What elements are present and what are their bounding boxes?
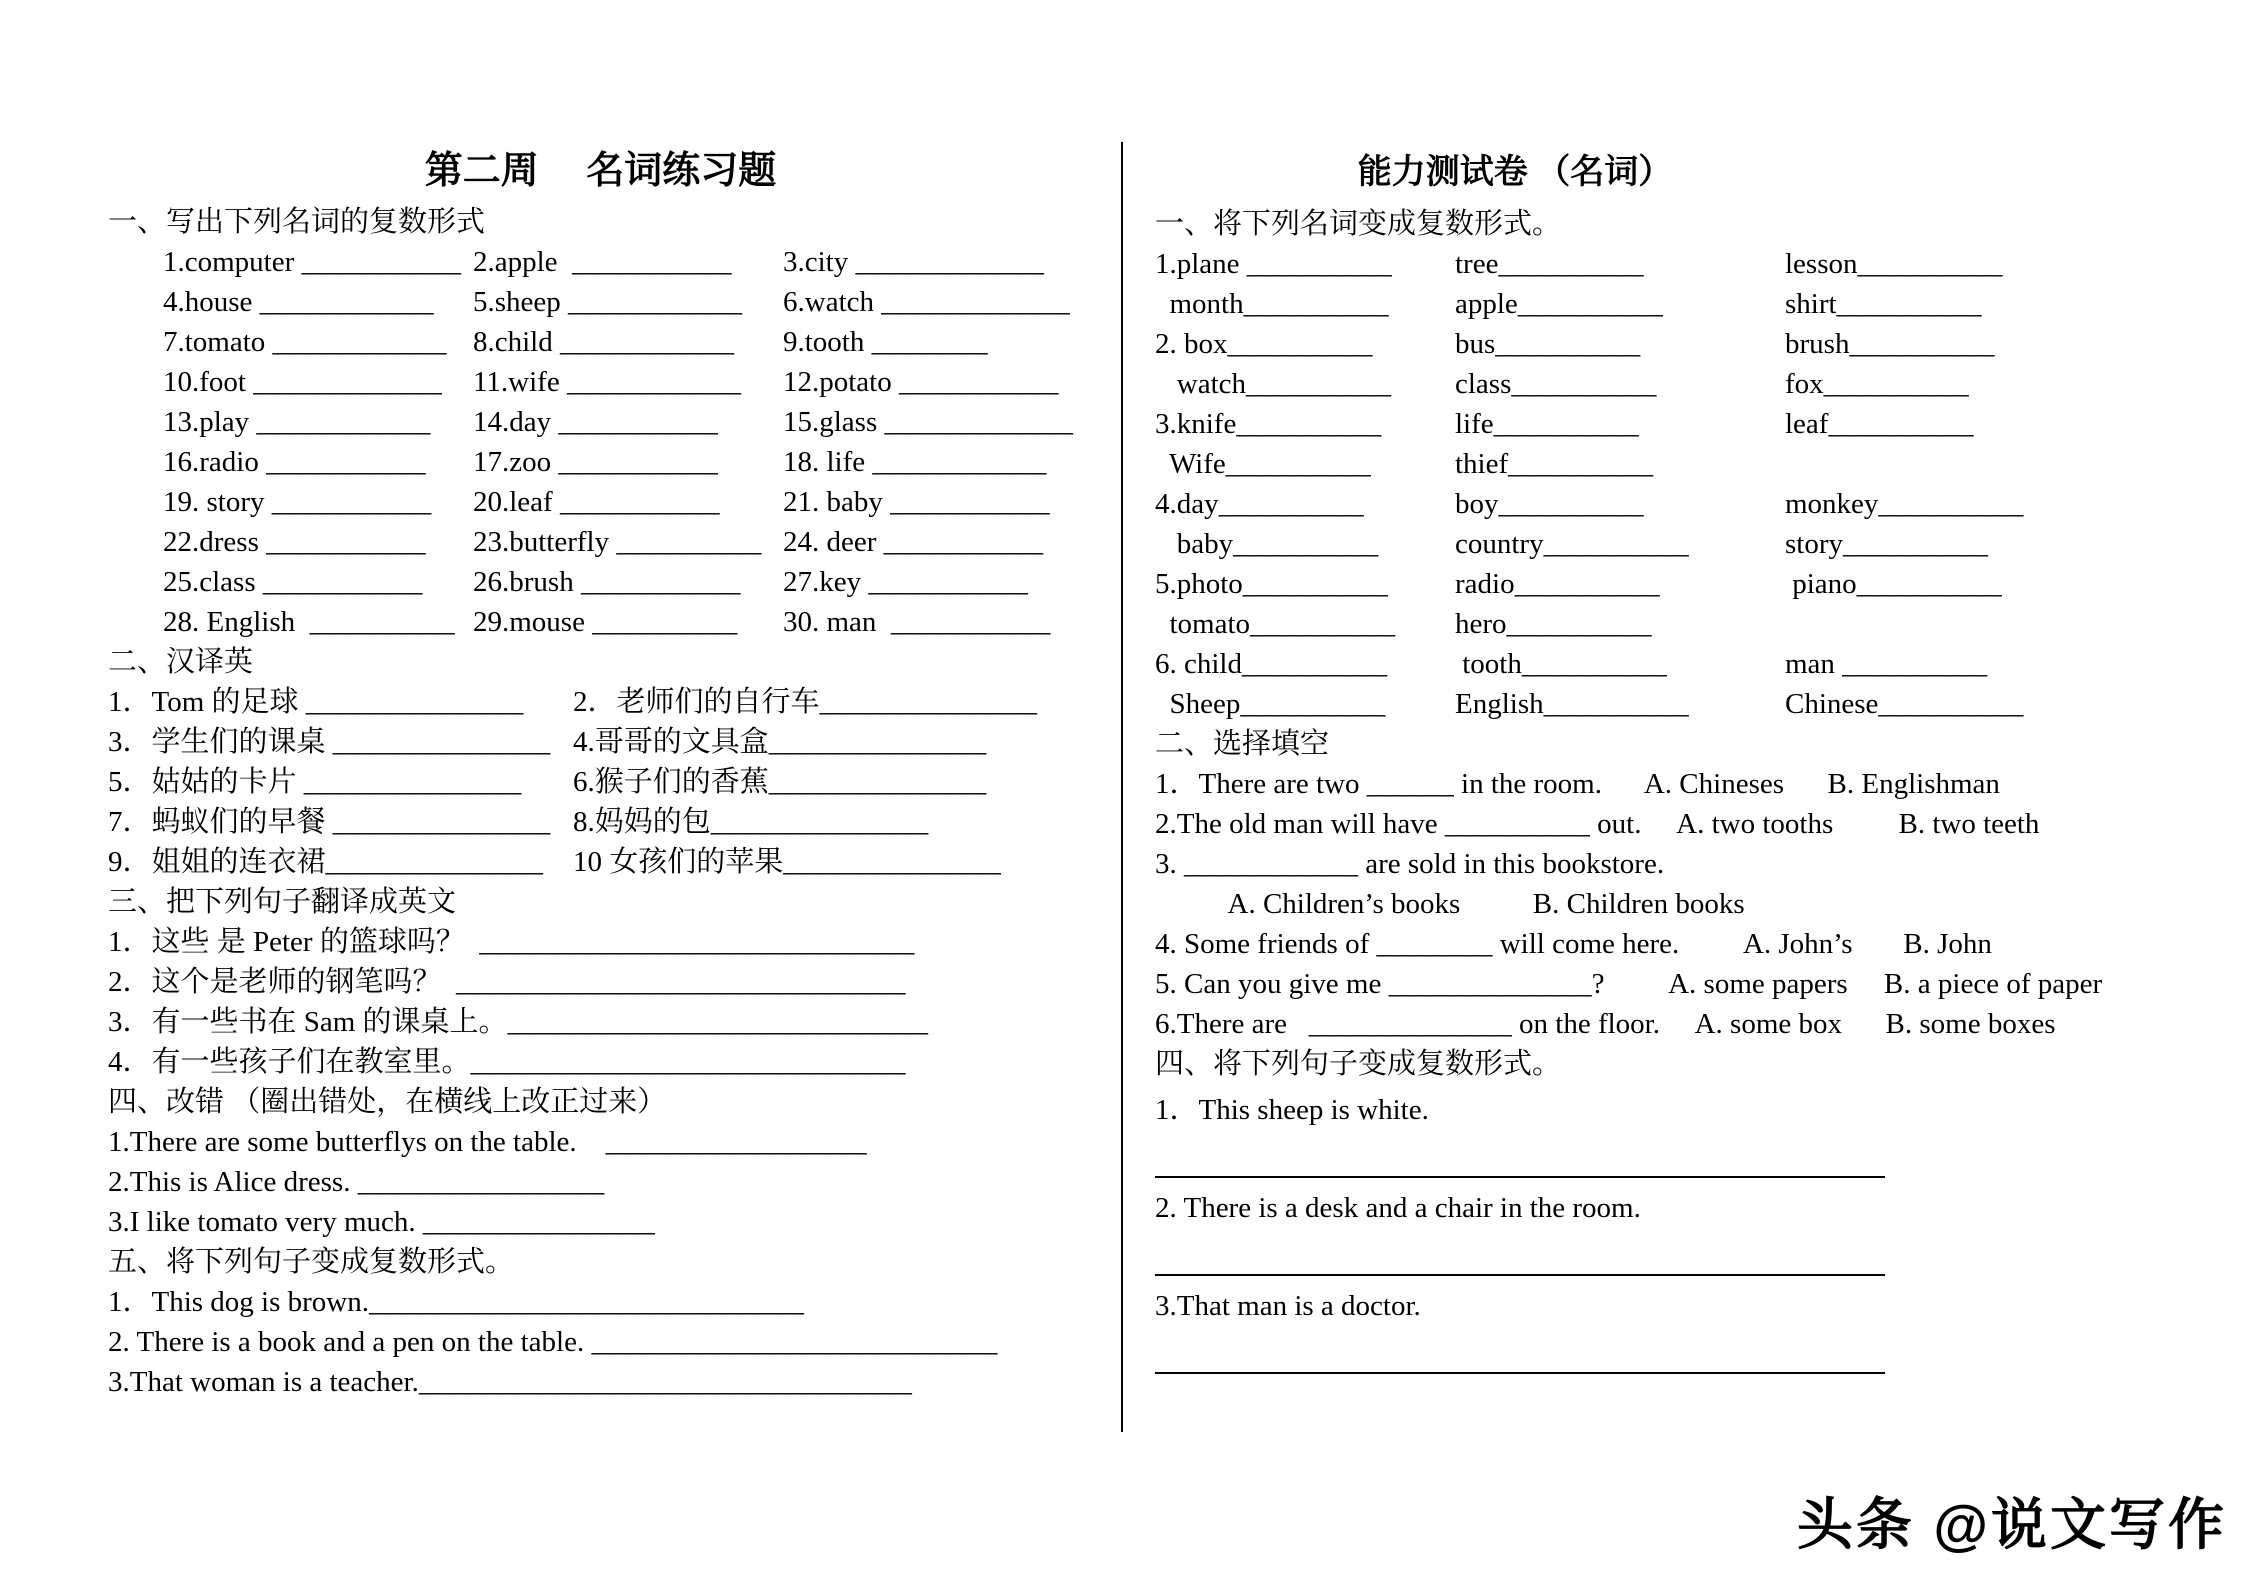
- exercise-item: 6. child__________: [1155, 648, 1387, 680]
- exercise-item: 22.dress ___________: [163, 526, 426, 558]
- exercise-item: 23.butterfly __________: [473, 526, 762, 558]
- exercise-row: [163, 482, 1093, 522]
- exercise-item: monkey__________: [1785, 488, 2024, 520]
- exercise-item: 20.leaf ___________: [473, 486, 720, 518]
- exercise-item: lesson__________: [1785, 248, 2003, 280]
- exercise-item: English__________: [1455, 688, 1689, 720]
- exercise-item: 13.play ____________: [163, 406, 431, 438]
- column-divider-line: [1121, 142, 1123, 1432]
- exercise-item: country__________: [1455, 528, 1689, 560]
- exercise-item: 25.class ___________: [163, 566, 423, 598]
- exercise-item: [1785, 444, 2165, 484]
- exercise-item: 1.plane __________: [1155, 248, 1392, 280]
- exercise-row: [1155, 564, 2165, 604]
- exercise-line: 4. Some friends of ________ will come here. A. John’s B. John: [1155, 928, 1992, 960]
- exercise-item: 2.apple ___________: [473, 246, 732, 278]
- exercise-item: piano__________: [1785, 568, 2002, 600]
- left-section1-rows: [108, 242, 1093, 642]
- exercise-line: A. Children’s books B. Children books: [1155, 888, 1745, 920]
- exercise-item: 6.watch _____________: [783, 286, 1070, 318]
- exercise-row: [1155, 324, 2165, 364]
- exercise-item: 2. box__________: [1155, 328, 1373, 360]
- exercise-item: 1.computer ___________: [163, 246, 462, 278]
- exercise-item: fox__________: [1785, 368, 1969, 400]
- exercise-item: tooth__________: [1455, 648, 1667, 680]
- exercise-row: [1155, 284, 2165, 324]
- left-page-title: 第二周 名词练习题: [424, 150, 777, 192]
- exercise-row: [1155, 484, 2165, 524]
- exercise-row: [1155, 644, 2165, 684]
- exercise-row: [108, 682, 1093, 722]
- exercise-line: 1．There are two ______ in the room. A. Chineses B. Englishman: [1155, 768, 2000, 800]
- exercise-item: 21. baby ___________: [783, 486, 1050, 518]
- right-section1-rows: [1155, 244, 2165, 724]
- exercise-row: [163, 362, 1093, 402]
- exercise-item: 5．姑姑的卡片 _______________: [108, 766, 522, 798]
- exercise-sentence: 3.That man is a doctor.: [1155, 1290, 1421, 1322]
- exercise-row: [163, 442, 1093, 482]
- exercise-item: Sheep__________: [1155, 688, 1386, 720]
- left-column: [108, 148, 1093, 1402]
- watermark-text: 头条 @说文写作: [1796, 1493, 2227, 1556]
- exercise-item: 11.wife ____________: [473, 366, 741, 398]
- exercise-item: apple__________: [1455, 288, 1663, 320]
- right-section1-heading: 一、将下列名词变成复数形式。: [1155, 208, 1562, 240]
- exercise-item: tree__________: [1455, 248, 1644, 280]
- left-section5-heading: 五、将下列句子变成复数形式。: [108, 1246, 515, 1278]
- exercise-item: 28. English __________: [163, 606, 455, 638]
- exercise-item: baby__________: [1155, 528, 1379, 560]
- exercise-item: story__________: [1785, 528, 1988, 560]
- exercise-row: [108, 762, 1093, 802]
- exercise-row: [163, 602, 1093, 642]
- exercise-item: 3.city _____________: [783, 246, 1044, 278]
- exercise-row: [163, 522, 1093, 562]
- exercise-item: 15.glass _____________: [783, 406, 1073, 438]
- exercise-item: boy__________: [1455, 488, 1644, 520]
- exercise-sentence: 2. There is a desk and a chair in the room.: [1155, 1192, 1641, 1224]
- exercise-line: 2.This is Alice dress. _________________: [108, 1166, 605, 1198]
- exercise-item: Chinese__________: [1785, 688, 2024, 720]
- exercise-row: [108, 722, 1093, 762]
- exercise-item: man __________: [1785, 648, 1988, 680]
- exercise-item: 16.radio ___________: [163, 446, 426, 478]
- exercise-item: 29.mouse __________: [473, 606, 738, 638]
- exercise-row: [163, 402, 1093, 442]
- exercise-row: [1155, 364, 2165, 404]
- exercise-item: life__________: [1455, 408, 1639, 440]
- right-section4-heading: 四、将下列句子变成复数形式。: [1155, 1048, 1562, 1080]
- exercise-item: tomato__________: [1155, 608, 1396, 640]
- exercise-item: 10.foot _____________: [163, 366, 442, 398]
- exercise-row: [1155, 244, 2165, 284]
- exercise-item: 24. deer ___________: [783, 526, 1044, 558]
- exercise-line: 1．This dog is brown.______________________________: [108, 1286, 805, 1318]
- left-section2-rows: [108, 682, 1093, 882]
- exercise-row: [1155, 444, 2165, 484]
- exercise-line: 3.I like tomato very much. ________________: [108, 1206, 655, 1238]
- exercise-row: [108, 802, 1093, 842]
- left-section4-heading: 四、改错 （圈出错处，在横线上改正过来）: [108, 1086, 667, 1118]
- exercise-line: 4．有一些孩子们在教室里。______________________________: [108, 1046, 906, 1078]
- answer-line: [1155, 1130, 1885, 1178]
- exercise-row: [163, 242, 1093, 282]
- exercise-item: 8.child ____________: [473, 326, 734, 358]
- exercise-item: 18. life ____________: [783, 446, 1047, 478]
- exercise-item: 19. story ___________: [163, 486, 432, 518]
- right-page-title: 能力测试卷 （名词）: [1357, 154, 1673, 191]
- exercise-item: month__________: [1155, 288, 1389, 320]
- right-column: [1155, 150, 2165, 1384]
- exercise-row: [163, 322, 1093, 362]
- exercise-line: 1．这些 是 Peter 的篮球吗？ ______________________________: [108, 926, 915, 958]
- exercise-item: 27.key ___________: [783, 566, 1028, 598]
- exercise-row: [163, 282, 1093, 322]
- answer-line: [1155, 1228, 1885, 1276]
- left-section2-heading: 二、汉译英: [108, 646, 254, 678]
- exercise-item: 3.knife__________: [1155, 408, 1382, 440]
- exercise-item: 3．学生们的课桌 _______________: [108, 726, 551, 758]
- exercise-line: 6.There are ______________ on the floor. A. some box B. some boxes: [1155, 1008, 2056, 1040]
- exercise-item: watch__________: [1155, 368, 1391, 400]
- exercise-item: [1785, 604, 2165, 644]
- exercise-item: radio__________: [1455, 568, 1660, 600]
- exercise-item: 1．Tom 的足球 _______________: [108, 686, 524, 718]
- exercise-row: [1155, 684, 2165, 724]
- right-section2-heading: 二、选择填空: [1155, 728, 1330, 760]
- exercise-item: class__________: [1455, 368, 1657, 400]
- exercise-line: 5. Can you give me ______________? A. some papers B. a piece of paper: [1155, 968, 2103, 1000]
- left-section1-heading: 一、写出下列名词的复数形式: [108, 206, 486, 238]
- exercise-row: [1155, 604, 2165, 644]
- exercise-line: 3．有一些书在 Sam 的课桌上。_____________________________: [108, 1006, 929, 1038]
- exercise-item: 2．老师们的自行车_______________: [573, 686, 1038, 718]
- exercise-item: 8.妈妈的包_______________: [573, 806, 929, 838]
- exercise-item: 30. man ___________: [783, 606, 1051, 638]
- exercise-line: 3. ____________ are sold in this bookstore.: [1155, 848, 1665, 880]
- exercise-item: 4.house ____________: [163, 286, 434, 318]
- exercise-item: 6.猴子们的香蕉_______________: [573, 766, 987, 798]
- left-section3-heading: 三、把下列句子翻译成英文: [108, 886, 457, 918]
- exercise-line: 1.There are some butterflys on the table. __________________: [108, 1126, 867, 1158]
- exercise-line: 2．这个是老师的钢笔吗？ _______________________________: [108, 966, 906, 998]
- exercise-item: 12.potato ___________: [783, 366, 1059, 398]
- exercise-item: 4.day__________: [1155, 488, 1364, 520]
- exercise-row: [163, 562, 1093, 602]
- exercise-item: Wife__________: [1155, 448, 1371, 480]
- exercise-item: 9.tooth ________: [783, 326, 988, 358]
- exercise-item: 14.day ___________: [473, 406, 718, 438]
- exercise-item: 7．蚂蚁们的早餐 _______________: [108, 806, 551, 838]
- exercise-item: shirt__________: [1785, 288, 1982, 320]
- left-section5-lines: [108, 1282, 1093, 1402]
- exercise-item: bus__________: [1455, 328, 1641, 360]
- right-section2-lines: [1155, 764, 2165, 1044]
- exercise-row: [108, 842, 1093, 882]
- exercise-item: thief__________: [1455, 448, 1654, 480]
- exercise-sentence: 1．This sheep is white.: [1155, 1094, 1429, 1126]
- exercise-item: 5.sheep ____________: [473, 286, 743, 318]
- exercise-item: 10 女孩们的苹果_______________: [573, 846, 1001, 878]
- left-section4-lines: [108, 1122, 1093, 1242]
- exercise-row: [1155, 404, 2165, 444]
- exercise-item: 4.哥哥的文具盒_______________: [573, 726, 987, 758]
- exercise-item: hero__________: [1455, 608, 1652, 640]
- exercise-line: 2. There is a book and a pen on the table. ____________________________: [108, 1326, 998, 1358]
- exercise-item: 26.brush ___________: [473, 566, 741, 598]
- exercise-item: 7.tomato ____________: [163, 326, 447, 358]
- exercise-line: 2.The old man will have __________ out. A. two tooths B. two teeth: [1155, 808, 2040, 840]
- exercise-item: 5.photo__________: [1155, 568, 1388, 600]
- exercise-row: [1155, 524, 2165, 564]
- exercise-item: brush__________: [1785, 328, 1995, 360]
- exercise-item: 9．姐姐的连衣裙_______________: [108, 846, 544, 878]
- answer-line: [1155, 1326, 1885, 1374]
- exercise-line: 3.That woman is a teacher.__________________________________: [108, 1366, 912, 1398]
- left-section3-lines: [108, 922, 1093, 1082]
- exercise-item: 17.zoo ___________: [473, 446, 718, 478]
- exercise-item: leaf__________: [1785, 408, 1974, 440]
